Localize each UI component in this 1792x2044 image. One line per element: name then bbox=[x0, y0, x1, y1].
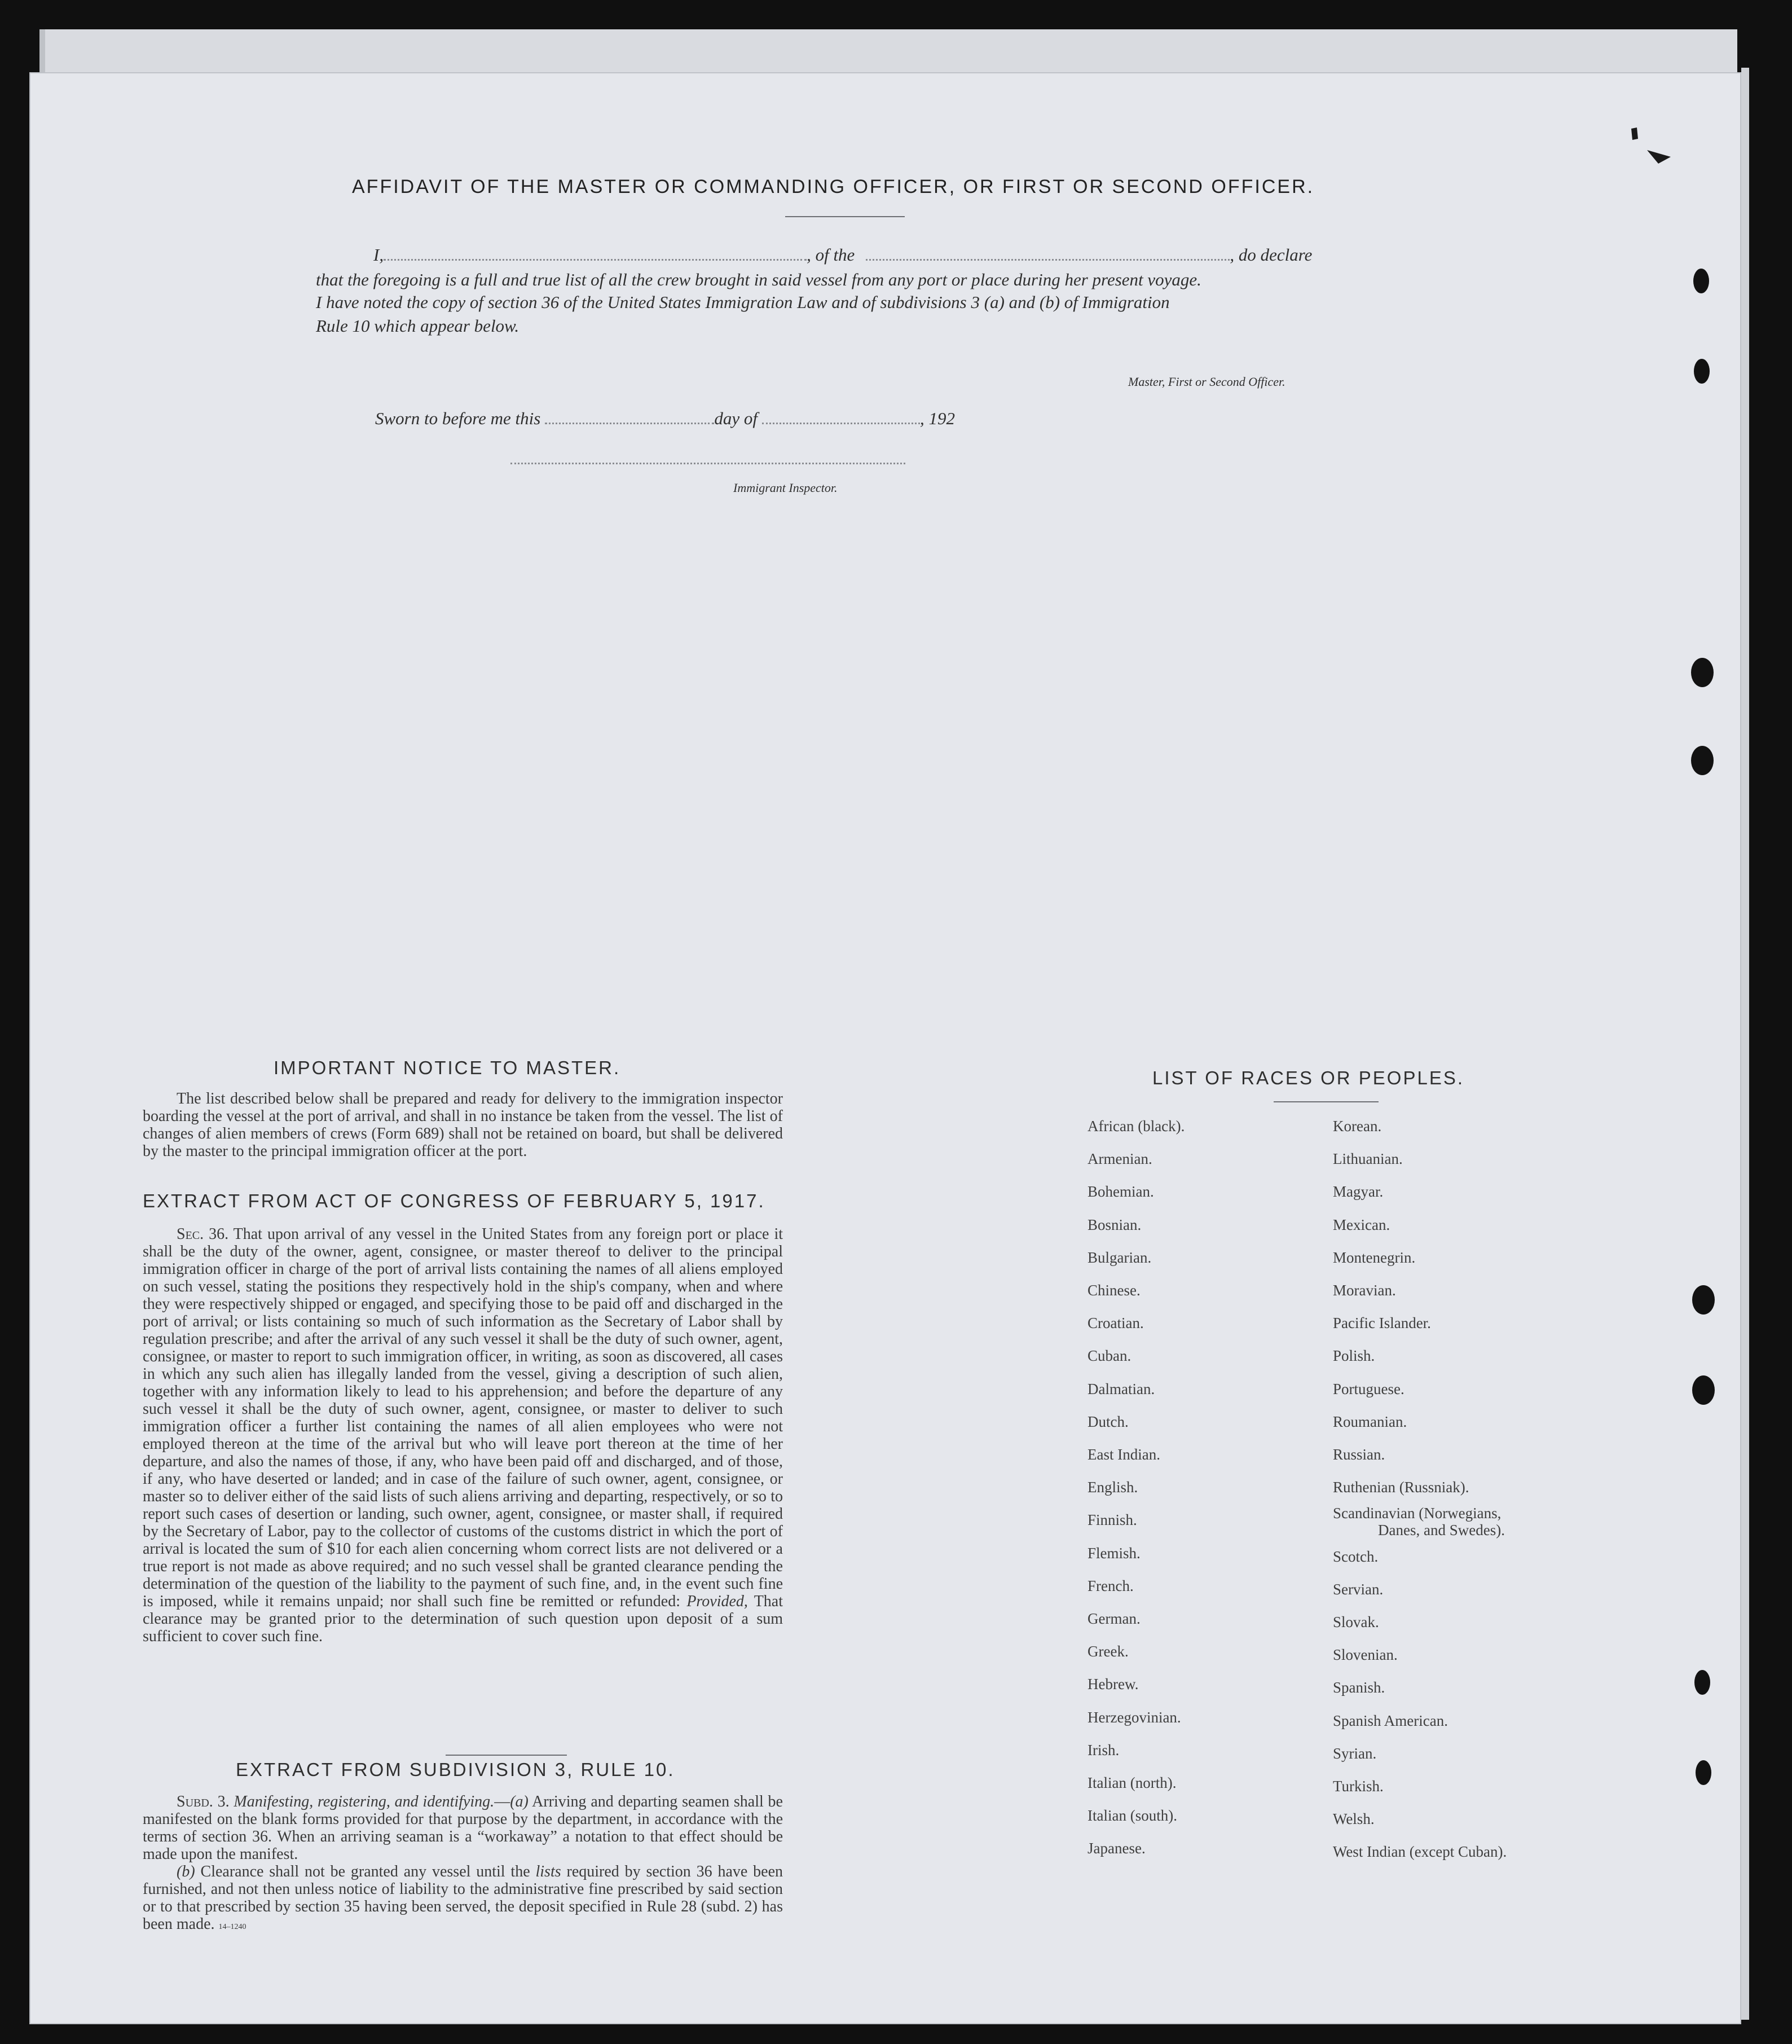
race-item: English. bbox=[1087, 1479, 1138, 1496]
race-item: Scotch. bbox=[1333, 1548, 1379, 1565]
affidavit-line-4: Rule 10 which appear below. bbox=[316, 316, 519, 336]
race-item: Spanish. bbox=[1333, 1679, 1385, 1696]
race-item: Scandinavian (Norwegians, bbox=[1333, 1505, 1502, 1522]
extract-rule-block bbox=[143, 1793, 783, 1936]
race-item: Roumanian. bbox=[1333, 1413, 1407, 1430]
race-item: Portuguese. bbox=[1333, 1381, 1404, 1397]
form-code: 14–1240 bbox=[218, 1923, 246, 1931]
title-rule bbox=[785, 216, 905, 217]
document-page bbox=[29, 72, 1741, 2024]
extract-act-title: EXTRACT FROM ACT OF CONGRESS OF FEBRUARY 5, 1917. bbox=[143, 1190, 765, 1211]
binder-hole bbox=[1691, 658, 1714, 687]
race-item: Lithuanian. bbox=[1333, 1150, 1403, 1167]
race-item: Cuban. bbox=[1087, 1347, 1131, 1364]
extract-act-block bbox=[143, 1225, 783, 1645]
race-item: Croatian. bbox=[1087, 1315, 1144, 1331]
races-title: LIST OF RACES OR PEOPLES. bbox=[1152, 1067, 1465, 1088]
sec-label: Sec. 36. bbox=[177, 1225, 229, 1243]
race-item: Ruthenian (Russniak). bbox=[1333, 1479, 1469, 1496]
race-item: Slovak. bbox=[1333, 1614, 1379, 1630]
binder-hole bbox=[1693, 269, 1709, 293]
section-36-paragraph bbox=[143, 1225, 783, 1645]
sworn-year: , 192 bbox=[919, 408, 955, 428]
race-item: Syrian. bbox=[1333, 1745, 1377, 1762]
race-item: Servian. bbox=[1333, 1581, 1384, 1598]
races-rule bbox=[1274, 1101, 1379, 1102]
subd-b-paragraph bbox=[143, 1863, 783, 1936]
subd-heading: Manifesting, registering, and identifying. bbox=[234, 1793, 495, 1810]
name-blank bbox=[384, 259, 807, 261]
affidavit-line-3: I have noted the copy of section 36 of the United States Immigration Law and of subdivisions 3 (a) and (b) of Immigration bbox=[316, 292, 1170, 312]
race-item: Flemish. bbox=[1087, 1545, 1141, 1562]
race-item: West Indian (except Cuban). bbox=[1333, 1843, 1507, 1860]
binder-hole bbox=[1692, 1375, 1715, 1405]
race-item: Herzegovinian. bbox=[1087, 1709, 1181, 1726]
a-label: (a) bbox=[510, 1793, 529, 1810]
race-item: Montenegrin. bbox=[1333, 1249, 1416, 1266]
underlying-page-edge bbox=[39, 29, 1737, 72]
binder-hole bbox=[1692, 1285, 1715, 1315]
b-text-2: required by section 36 have been furnished, and not then unless notice of liability to the administrative fine prescribed by said section or to that prescribed by section 35 having been served, the deposit specified in Rule 28 (subd. 2) has been made. bbox=[143, 1863, 783, 1933]
race-item: Moravian. bbox=[1333, 1282, 1396, 1299]
race-item: Armenian. bbox=[1087, 1150, 1152, 1167]
race-item: Japanese. bbox=[1087, 1840, 1146, 1857]
notice-title: IMPORTANT NOTICE TO MASTER. bbox=[274, 1057, 621, 1078]
race-item: Dalmatian. bbox=[1087, 1381, 1155, 1397]
sworn-day-of: day of bbox=[714, 408, 758, 428]
page-right-edge bbox=[1741, 68, 1749, 2020]
sec-36-text: That upon arrival of any vessel in the United States from any foreign port or place it shall be the duty of the owner, agent, consignee, or master thereof to deliver to the principal immigration officer in charge of the port of arrival lists containing the names of all aliens employed on such vessel, stating the positions they respectively hold in the ship's company, when and where they were respectively shipped or engaged, and specifying those to be paid off and discharged in the port of arrival; or lists containing so much of such information as the Secretary of Labor shall by regulation prescribe; and after the arrival of any such vessel it shall be the duty of such owner, agent, consignee, or master to report to such immigration officer, in writing, as soon as discovered, all cases in which any such alien has illegally landed from the vessel, giving a description of such alien, together with any information likely to lead to his apprehension; and before the departure of any such vessel it shall be the duty of such owner, agent, consignee, or master to deliver to such immigration officer a further list containing the names of all alien employees who were not employed thereon at the time of the arrival but who will leave port thereon at the time of her departure, and also the names of those, if any, who have been paid off and discharged, and of those, if any, who have deserted or landed; and in case of the failure of such owner, agent, consignee, or master so to deliver either of the said lists of such aliens arriving and departing, respectively, or so to report such cases of desertion or landing, such owner, agent, consignee, or master shall, if required by the Secretary of Labor, pay to the collector of customs of the customs district in which the port of arrival is located the sum of $10 for each alien concerning whom correct lists are not delivered or a true report is not made as above required; and no such vessel shall be granted clearance pending the determination of the question of the liability to the payment of such fine, and, in the event such fine is imposed, while it remains unpaid; nor shall such fine be remitted or refunded: bbox=[143, 1225, 783, 1610]
binder-hole bbox=[1691, 746, 1714, 775]
race-item: East Indian. bbox=[1087, 1446, 1160, 1463]
inspector-signature-blank bbox=[510, 463, 905, 464]
race-item: Magyar. bbox=[1333, 1183, 1384, 1200]
race-item: Italian (south). bbox=[1087, 1807, 1177, 1824]
race-item: Korean. bbox=[1333, 1118, 1382, 1135]
race-item: Bosnian. bbox=[1087, 1216, 1142, 1233]
race-item: Bohemian. bbox=[1087, 1183, 1154, 1200]
race-item: Pacific Islander. bbox=[1333, 1315, 1431, 1331]
race-item: French. bbox=[1087, 1577, 1134, 1594]
race-item: Chinese. bbox=[1087, 1282, 1141, 1299]
sworn-text: Sworn to before me this bbox=[375, 408, 541, 428]
notice-paragraph: The list described below shall be prepared and ready for delivery to the immigration inspector boarding the vessel at the port of arrival, and shall in no instance be taken from the vessel. The list of changes of alien members of crews (Form 689) shall not be retained on board, but shall be delivered by the master to the principal immigration officer at the port. bbox=[143, 1090, 783, 1160]
master-signature-label: Master, First or Second Officer. bbox=[1128, 375, 1285, 389]
race-item: Hebrew. bbox=[1087, 1676, 1139, 1693]
subd-a-paragraph: Subd. 3. Manifesting, registering, and identifying.—(a) Arriving and departing seamen shall be manifested on the blank forms provided for that purpose by the department, in accordance with the terms of section 36. When an arriving seaman is a “workaway” a notation to that effect should be made upon the manifest. bbox=[143, 1793, 783, 1863]
race-item: Slovenian. bbox=[1333, 1646, 1398, 1663]
race-item: Irish. bbox=[1087, 1742, 1120, 1759]
race-item: Turkish. bbox=[1333, 1778, 1384, 1795]
affidavit-i: I, bbox=[373, 245, 384, 265]
race-item: Russian. bbox=[1333, 1446, 1385, 1463]
binder-hole bbox=[1694, 359, 1710, 384]
race-item: Dutch. bbox=[1087, 1413, 1129, 1430]
race-item: Italian (north). bbox=[1087, 1774, 1177, 1791]
sworn-line bbox=[375, 406, 955, 431]
notice-text-block bbox=[143, 1090, 783, 1160]
b-lists: lists bbox=[535, 1863, 561, 1880]
race-item: Finnish. bbox=[1087, 1511, 1137, 1528]
race-item: African (black). bbox=[1087, 1118, 1185, 1135]
ink-mark bbox=[1624, 124, 1675, 169]
subd-label: Subd. 3. bbox=[177, 1793, 230, 1810]
binder-hole bbox=[1694, 1670, 1710, 1695]
race-item: Greek. bbox=[1087, 1643, 1129, 1660]
race-item-continued: Danes, and Swedes). bbox=[1378, 1522, 1505, 1539]
provided-word: Provided, bbox=[686, 1593, 748, 1610]
b-label: (b) bbox=[177, 1863, 195, 1880]
month-blank bbox=[762, 423, 920, 424]
binder-hole bbox=[1696, 1760, 1711, 1785]
act-rule bbox=[446, 1755, 567, 1756]
vessel-blank bbox=[866, 259, 1230, 261]
inspector-signature-label: Immigrant Inspector. bbox=[733, 481, 838, 495]
b-text-1: Clearance shall not be granted any vessel until the bbox=[200, 1863, 530, 1880]
race-item: Bulgarian. bbox=[1087, 1249, 1152, 1266]
affidavit-title: AFFIDAVIT OF THE MASTER OR COMMANDING OFFICER, OR FIRST OR SECOND OFFICER. bbox=[352, 176, 1315, 197]
a-text: Arriving and departing seamen shall be manifested on the blank forms provided for that purpose by the department, in accordance with the terms of section 36. When an arriving seaman is a “workaway” a notation to that effect should be made upon the manifest. bbox=[143, 1793, 783, 1863]
day-blank bbox=[545, 423, 714, 424]
race-item: Spanish American. bbox=[1333, 1712, 1448, 1729]
race-item: Welsh. bbox=[1333, 1810, 1375, 1827]
race-item: Mexican. bbox=[1333, 1216, 1390, 1233]
affidavit-line-1 bbox=[373, 243, 1377, 267]
affidavit-line-2: that the foregoing is a full and true list of all the crew brought in said vessel from any port or place during her present voyage. bbox=[316, 270, 1201, 289]
race-item: German. bbox=[1087, 1610, 1141, 1627]
extract-rule-title: EXTRACT FROM SUBDIVISION 3, RULE 10. bbox=[236, 1759, 675, 1780]
affidavit-do-declare: , do declare bbox=[1230, 245, 1313, 265]
sec-36-text-end: That clearance may be granted prior to the determination of such question upon deposit of a sum sufficient to cover such fine. bbox=[143, 1593, 783, 1645]
race-item: Polish. bbox=[1333, 1347, 1375, 1364]
affidavit-of-the: , of the bbox=[807, 245, 855, 265]
